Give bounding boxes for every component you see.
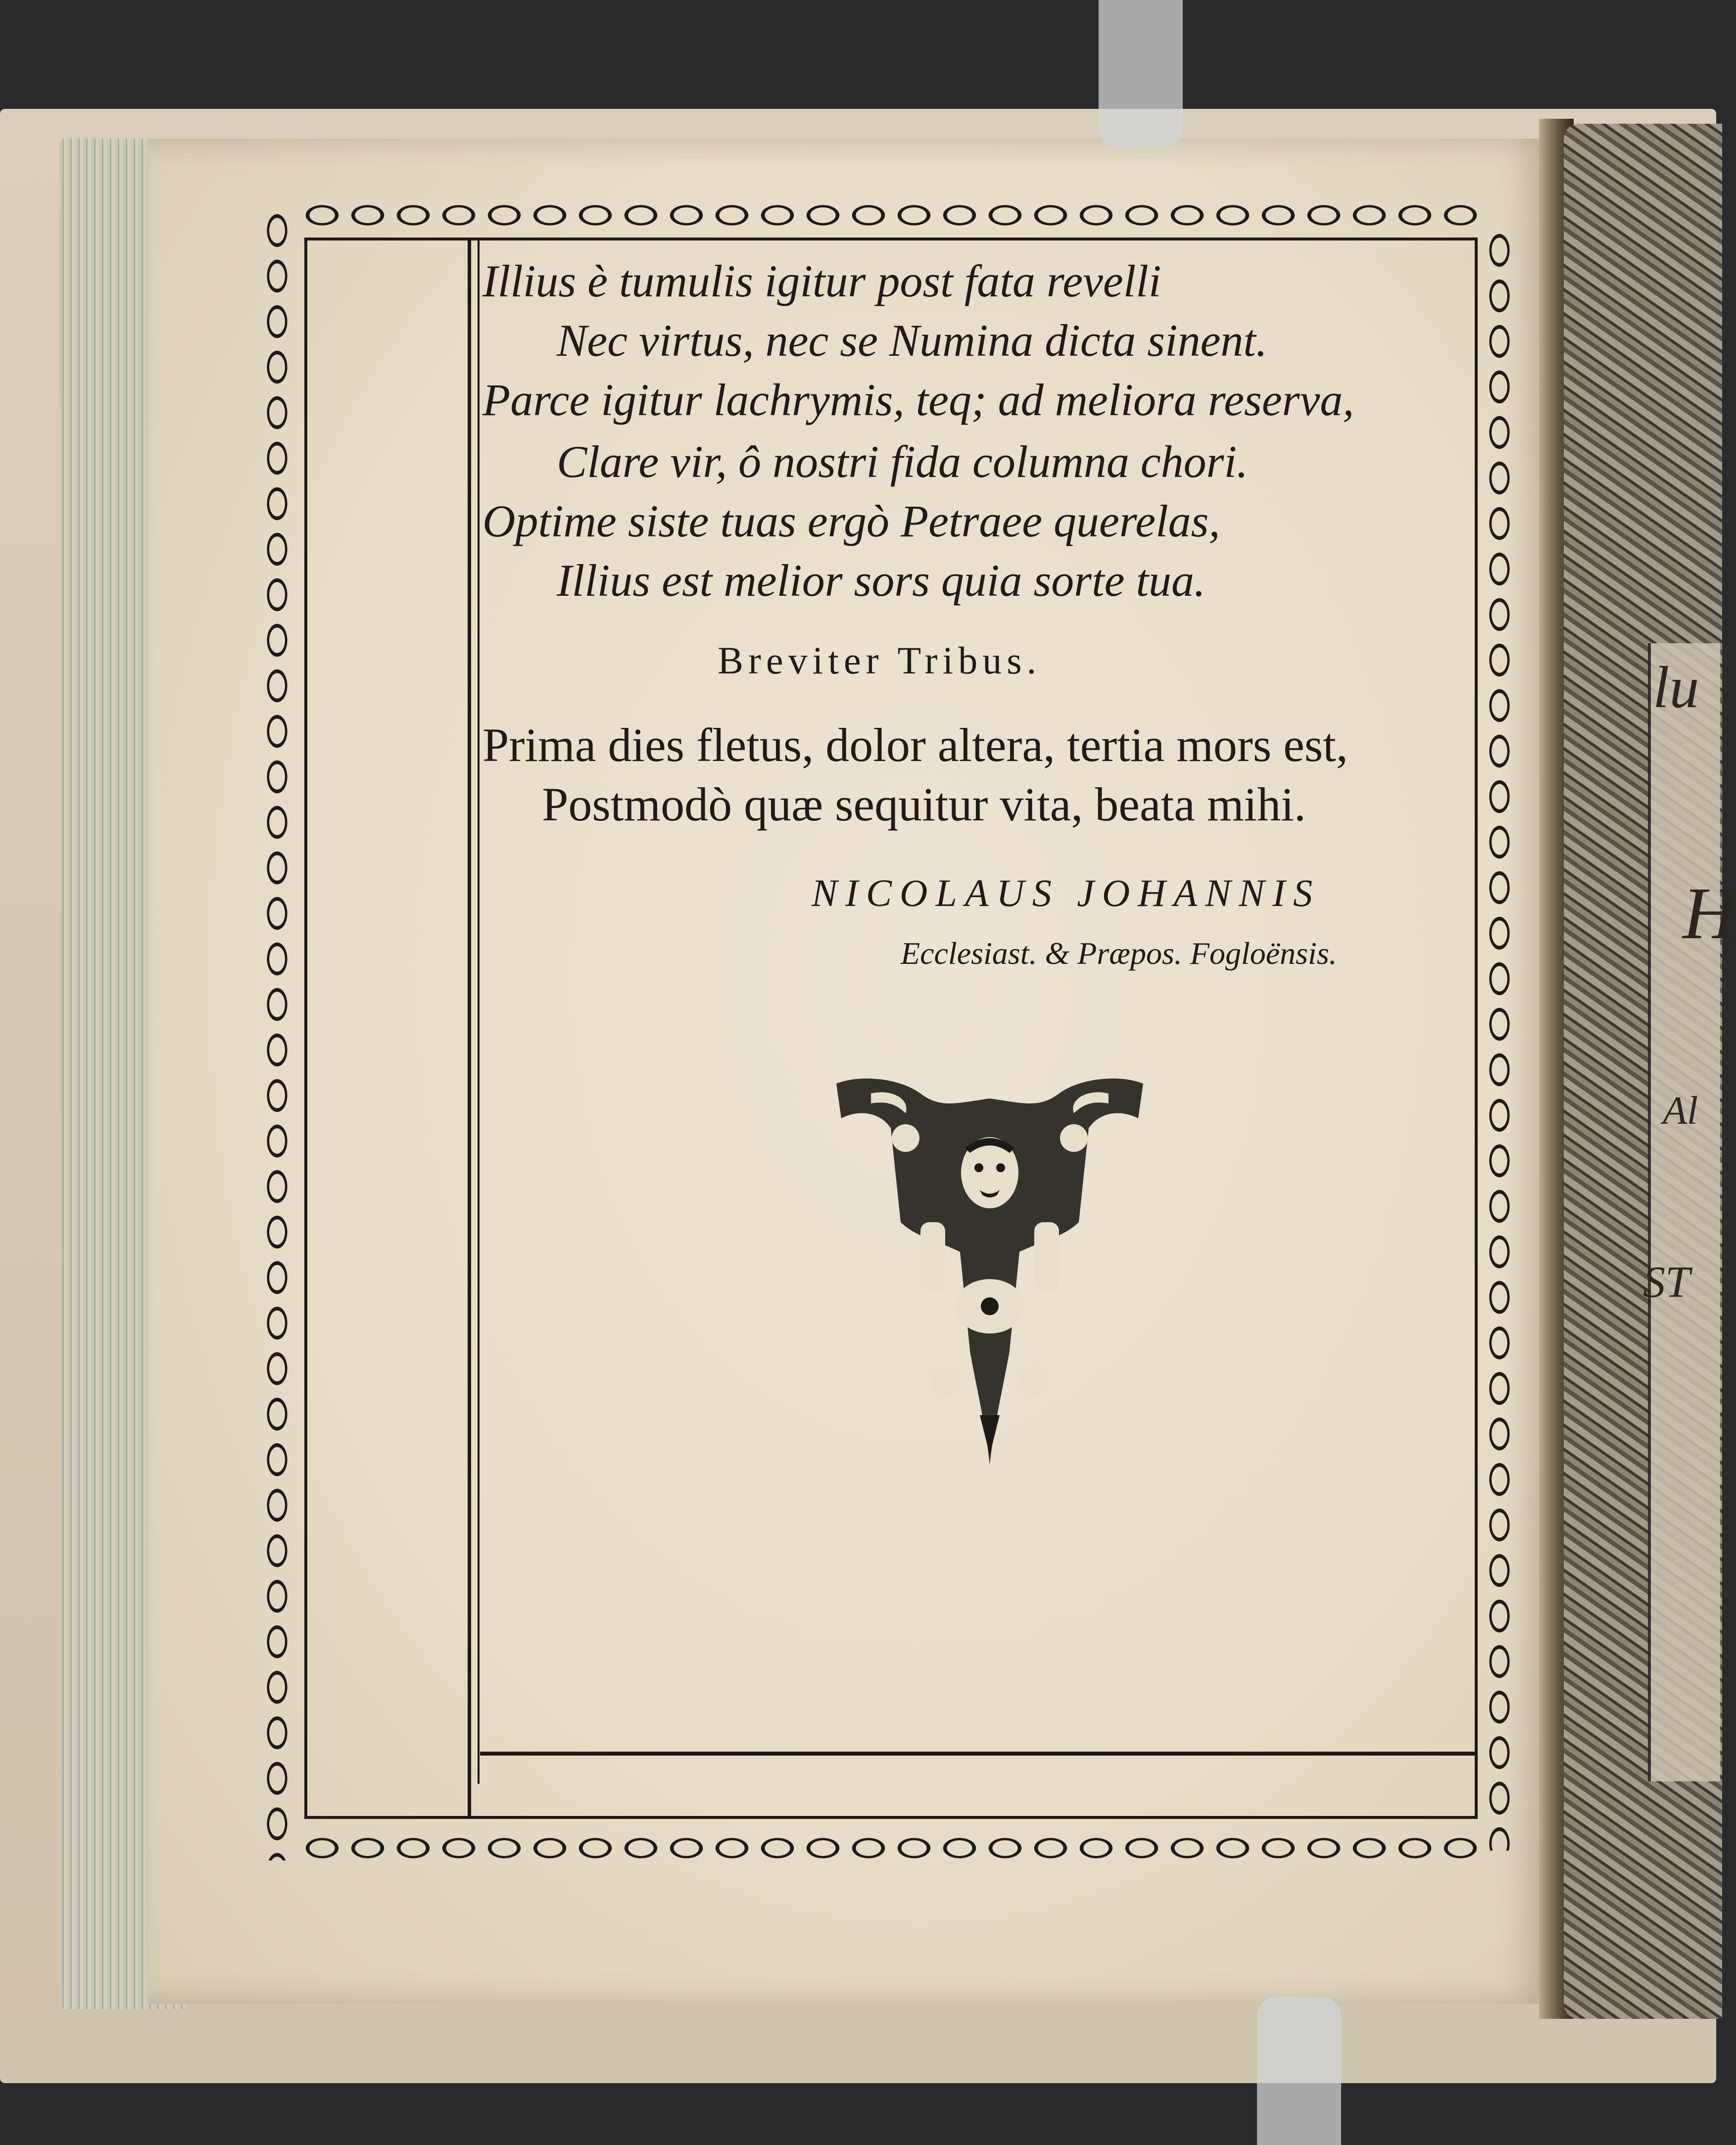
poem-line-3: Parce igitur lachrymis, teq; ad meliora reserva, — [482, 375, 1354, 425]
border-inner-top-rule — [304, 238, 1477, 240]
right-page-fragment-4: ST — [1643, 1258, 1690, 1307]
author-name: NICOLAUS JOHANNIS — [812, 871, 1321, 914]
border-inner-left-rule — [304, 238, 307, 1819]
section-heading: Breviter Tribus. — [718, 639, 1042, 682]
poem-line-6: Illius est melior sors quia sorte tua. — [557, 555, 1206, 606]
margin-column-rule — [468, 240, 471, 1818]
border-bottom-chain — [299, 1831, 1477, 1865]
border-inner-right-rule — [1475, 238, 1478, 1819]
section-line-2: Postmodò quæ sequitur vita, beata mihi. — [542, 778, 1306, 831]
poem-line-2: Nec virtus, nec se Numina dicta sinent. — [557, 315, 1267, 366]
right-page-fragment-1: lu — [1653, 654, 1699, 720]
poem-line-5: Optime siste tuas ergò Petraee querelas, — [482, 496, 1220, 546]
poem-line-4: Clare vir, ô nostri fida columna chori. — [557, 436, 1249, 487]
poem-line-1: Illius è tumulis igitur post fata revelli — [482, 256, 1161, 306]
border-left-chain — [260, 208, 294, 1860]
author-title: Ecclesiast. & Præpos. Fogloënsis. — [901, 936, 1337, 971]
border-top-chain — [299, 198, 1477, 233]
woodcut-ornament-icon — [831, 1074, 1148, 1470]
section-line-1: Prima dies fletus, dolor altera, tertia mors est, — [482, 718, 1348, 771]
border-inner-bottom-rule — [304, 1816, 1477, 1819]
right-page-fragment-2: H — [1683, 872, 1736, 954]
right-page-title-panel — [1648, 643, 1720, 1781]
page-clip-bottom — [1257, 1997, 1341, 2145]
page-clip-top — [1099, 0, 1183, 148]
border-right-chain — [1482, 228, 1517, 1851]
margin-column-rule-inner — [478, 240, 480, 1784]
text-block-bottom-rule — [480, 1752, 1475, 1756]
right-page-fragment-3: Al — [1663, 1089, 1698, 1133]
